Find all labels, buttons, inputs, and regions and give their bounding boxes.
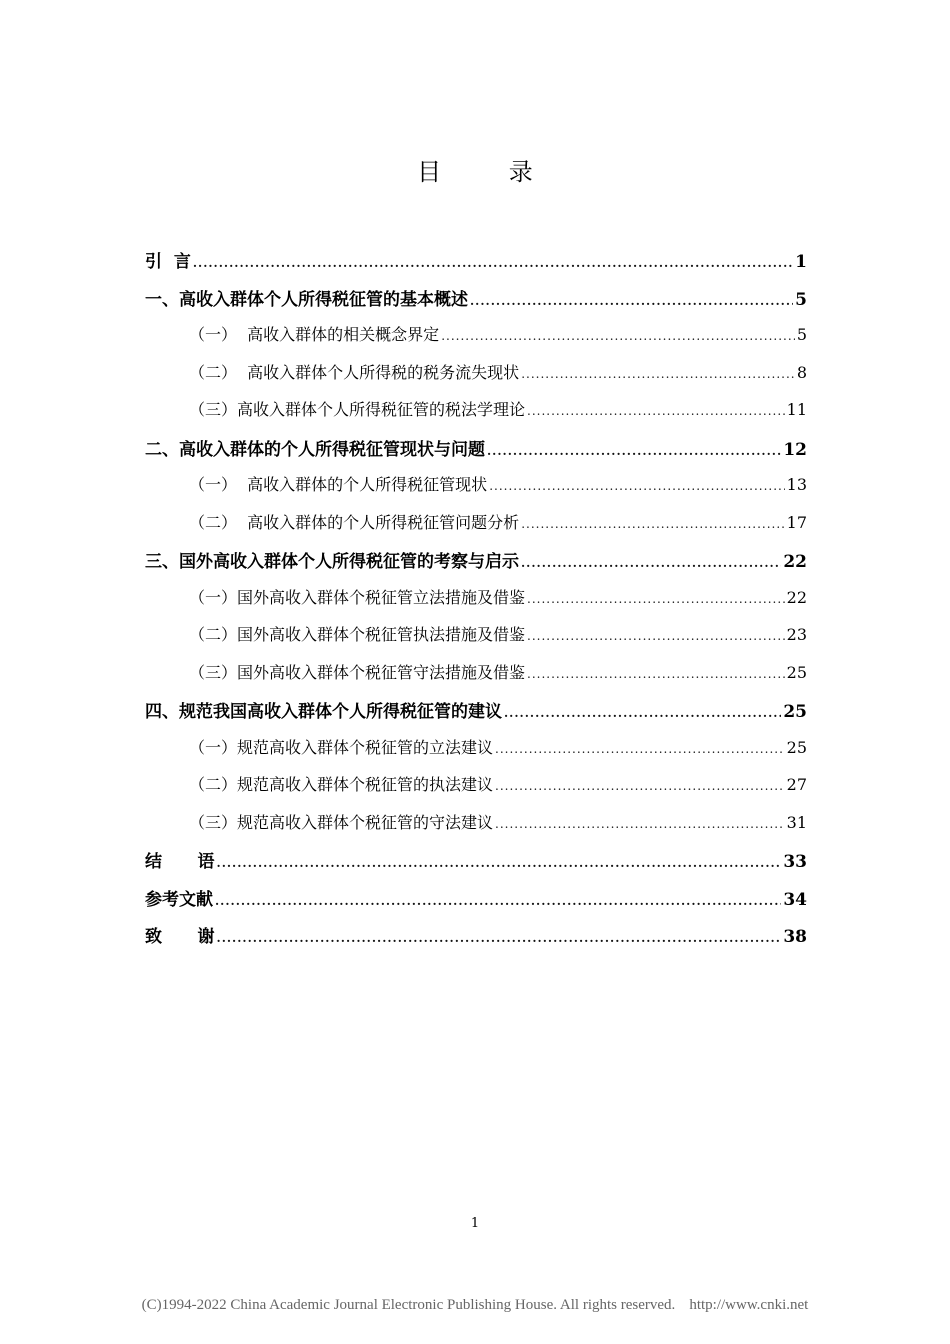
toc-entry-page: 25 bbox=[786, 737, 807, 757]
toc-dot-leader bbox=[495, 817, 785, 831]
toc-entry-page: 8 bbox=[796, 362, 807, 382]
toc-entry[interactable] bbox=[145, 547, 807, 585]
toc-entry[interactable] bbox=[145, 810, 807, 848]
toc-entry[interactable] bbox=[145, 472, 807, 510]
toc-entry-page: 17 bbox=[786, 512, 807, 532]
toc-entry-page: 25 bbox=[783, 702, 807, 722]
toc-entry[interactable] bbox=[145, 735, 807, 773]
toc-entry-page: 13 bbox=[786, 475, 807, 494]
toc-entry[interactable] bbox=[145, 322, 807, 360]
toc-entry-page: 22 bbox=[783, 552, 807, 572]
toc-entry[interactable] bbox=[145, 772, 807, 810]
toc-entry-label: 一、高收入群体个人所得税征管的基本概述 bbox=[145, 289, 468, 310]
toc-entry-page: 38 bbox=[783, 927, 807, 947]
toc-dot-leader bbox=[441, 329, 795, 343]
toc-entry[interactable] bbox=[145, 622, 807, 660]
toc-entry-page: 23 bbox=[786, 625, 807, 644]
toc-entry-label: 引 言 bbox=[145, 252, 191, 272]
toc-entry-label: 三、国外高收入群体个人所得税征管的考察与启示 bbox=[145, 552, 519, 572]
toc-dot-leader bbox=[521, 517, 784, 531]
table-of-contents bbox=[145, 247, 807, 960]
toc-dot-leader bbox=[527, 404, 785, 418]
toc-entry[interactable] bbox=[145, 922, 807, 960]
toc-entry[interactable] bbox=[145, 847, 807, 885]
toc-entry-label: （二） 高收入群体个人所得税的税务流失现状 bbox=[189, 362, 520, 382]
toc-entry-label: 致 谢 bbox=[145, 927, 215, 947]
toc-entry[interactable] bbox=[145, 247, 807, 285]
toc-entry[interactable] bbox=[145, 397, 807, 435]
toc-dot-leader bbox=[193, 256, 793, 270]
toc-entry-label: （二） 高收入群体的个人所得税征管问题分析 bbox=[189, 512, 520, 532]
toc-entry-label: （三）规范高收入群体个税征管的守法建议 bbox=[189, 812, 494, 832]
toc-entry-label: （二）规范高收入群体个税征管的执法建议 bbox=[189, 775, 494, 794]
toc-dot-leader bbox=[504, 706, 781, 720]
toc-entry-label: 二、高收入群体的个人所得税征管现状与问题 bbox=[145, 439, 485, 460]
toc-dot-leader bbox=[215, 894, 781, 908]
toc-dot-leader bbox=[495, 742, 785, 756]
toc-entry[interactable] bbox=[145, 885, 807, 923]
toc-entry[interactable] bbox=[145, 697, 807, 735]
toc-entry[interactable] bbox=[145, 660, 807, 698]
toc-entry[interactable] bbox=[145, 285, 807, 323]
toc-entry-label: 结 语 bbox=[145, 852, 215, 872]
toc-dot-leader bbox=[527, 629, 785, 643]
toc-dot-leader bbox=[217, 856, 782, 870]
toc-entry-label: （三）高收入群体个人所得税征管的税法学理论 bbox=[189, 400, 526, 419]
footer bbox=[0, 1297, 950, 1314]
toc-entry-label: （一）国外高收入群体个税征管立法措施及借鉴 bbox=[189, 587, 526, 607]
toc-dot-leader bbox=[521, 556, 781, 570]
toc-entry-page: 5 bbox=[795, 289, 807, 310]
toc-dot-leader bbox=[527, 592, 785, 606]
toc-entry-label: （一） 高收入群体的个人所得税征管现状 bbox=[189, 475, 488, 494]
toc-entry-page: 25 bbox=[786, 662, 807, 682]
toc-entry-label: （一）规范高收入群体个税征管的立法建议 bbox=[189, 737, 494, 757]
page-title: 目 录 bbox=[417, 158, 563, 186]
toc-entry-label: 参考文献 bbox=[145, 889, 213, 910]
toc-entry[interactable] bbox=[145, 585, 807, 623]
footer-copyright: (C)1994-2022 China Academic Journal Electronic Publishing House. All rights reserved. bbox=[141, 1297, 676, 1313]
toc-dot-leader bbox=[487, 444, 781, 458]
toc-dot-leader bbox=[527, 667, 785, 681]
toc-entry-label: （三）国外高收入群体个税征管守法措施及借鉴 bbox=[189, 662, 526, 682]
toc-entry-label: （一） 高收入群体的相关概念界定 bbox=[189, 325, 440, 344]
toc-entry-page: 5 bbox=[796, 325, 807, 344]
footer-url: http://www.cnki.net bbox=[689, 1297, 809, 1313]
toc-entry-page: 11 bbox=[786, 400, 807, 419]
toc-dot-leader bbox=[489, 479, 784, 493]
toc-entry-label: 四、规范我国高收入群体个人所得税征管的建议 bbox=[145, 702, 502, 722]
toc-entry[interactable] bbox=[145, 510, 807, 548]
toc-dot-leader bbox=[470, 294, 793, 308]
toc-entry-page: 1 bbox=[795, 252, 807, 272]
toc-entry-page: 31 bbox=[786, 812, 807, 832]
toc-dot-leader bbox=[495, 779, 785, 793]
toc-entry-page: 12 bbox=[783, 439, 807, 460]
toc-entry-page: 22 bbox=[786, 587, 807, 607]
toc-entry[interactable] bbox=[145, 360, 807, 398]
toc-entry[interactable] bbox=[145, 435, 807, 473]
toc-entry-page: 33 bbox=[783, 852, 807, 872]
toc-dot-leader bbox=[217, 931, 782, 945]
page-number: 1 bbox=[470, 1216, 480, 1231]
toc-entry-page: 27 bbox=[786, 775, 807, 794]
toc-entry-page: 34 bbox=[783, 889, 807, 910]
toc-dot-leader bbox=[521, 367, 795, 381]
toc-entry-label: （二）国外高收入群体个税征管执法措施及借鉴 bbox=[189, 625, 526, 644]
